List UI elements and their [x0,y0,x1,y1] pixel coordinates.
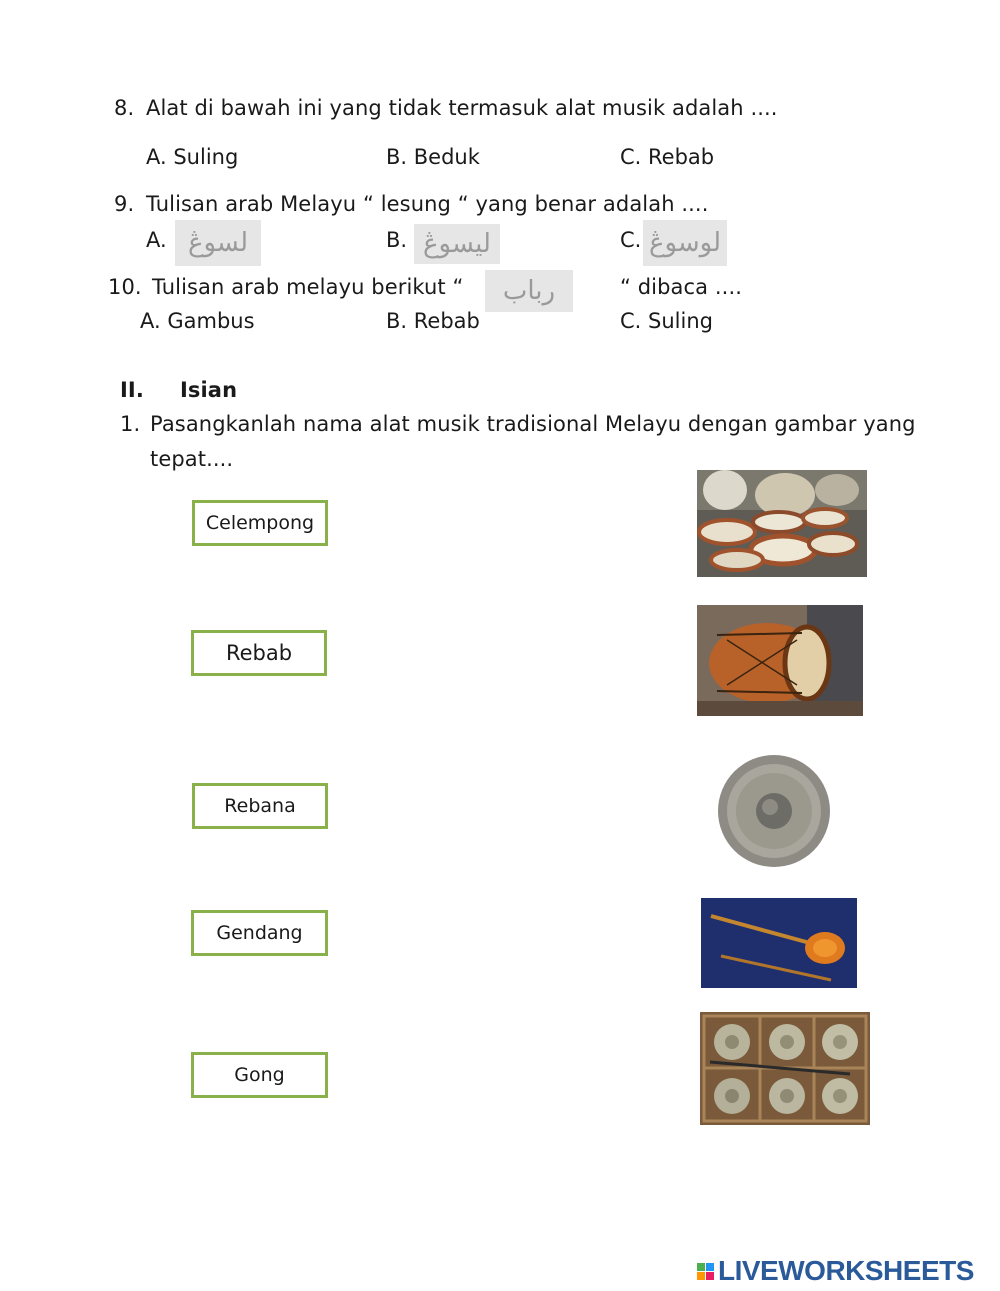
q9-option-a-arabic-image: لسوڠ [175,220,261,266]
q10-option-a: A. Gambus [140,309,255,333]
liveworksheets-logo-text: LIVEWORKSHEETS [718,1255,974,1286]
q9-option-b-arabic-image: ليسوڠ [414,224,500,264]
q9-option-b-label: B. [386,228,408,252]
section-numeral: II. [120,378,144,402]
q10-text-before: Tulisan arab melayu berikut “ [152,275,464,299]
gendang-photo[interactable] [697,605,863,716]
q10-option-b: B. Rebab [386,309,480,333]
q8-option-a: A. Suling [146,145,239,169]
rebab-photo[interactable] [701,898,857,988]
isian-q1-text-line1: Pasangkanlah nama alat musik tradisional Melayu dengan gambar yang [150,412,916,436]
q10-text-after: “ dibaca .... [620,275,743,299]
match-box-celempong[interactable]: Celempong [192,500,328,546]
isian-q1-text-line2: tepat.... [150,447,234,471]
q9-option-c-label: C. [620,228,642,252]
match-box-gendang[interactable]: Gendang [191,910,328,956]
liveworksheets-logo-icon [697,1263,714,1280]
q9-option-a-label: A. [146,228,167,252]
q8-text: Alat di bawah ini yang tidak termasuk alat musik adalah .... [146,96,778,120]
isian-q1-number: 1. [120,412,141,436]
liveworksheets-logo [697,1255,974,1287]
celempong-photo[interactable] [700,1012,870,1125]
q10-option-c: C. Suling [620,309,713,333]
match-box-rebab[interactable]: Rebab [191,630,327,676]
section-title: Isian [180,378,238,402]
rebana-photo[interactable] [697,470,867,577]
q10-arabic-image: رباب [485,270,573,312]
q8-option-b: B. Beduk [386,145,480,169]
gong-photo[interactable] [714,753,834,869]
q8-option-c: C. Rebab [620,145,715,169]
q9-text: Tulisan arab Melayu “ lesung “ yang benar adalah .... [146,192,709,216]
q10-number: 10. [108,275,142,299]
q9-number: 9. [114,192,135,216]
match-box-rebana[interactable]: Rebana [192,783,328,829]
q9-option-c-arabic-image: لوسوڠ [643,220,727,266]
q8-number: 8. [114,96,135,120]
match-box-gong[interactable]: Gong [191,1052,328,1098]
